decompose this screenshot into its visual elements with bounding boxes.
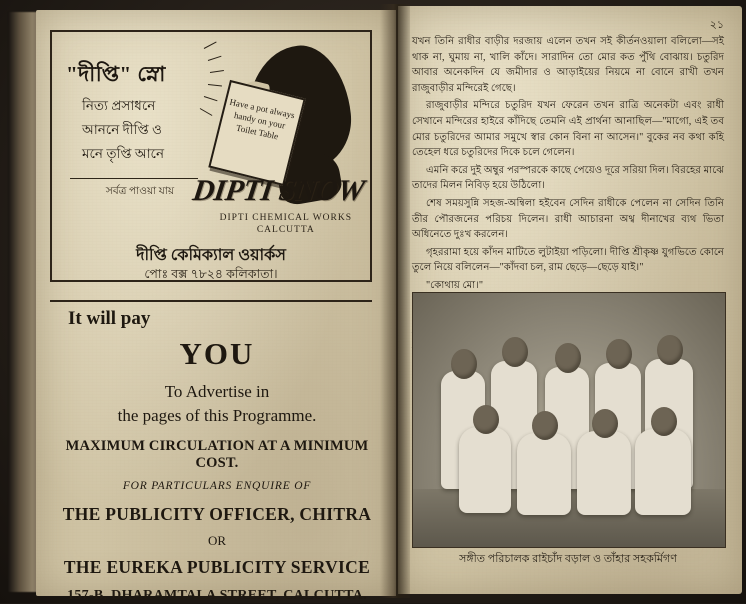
photo-figure <box>459 427 511 513</box>
ad2-line-pages: the pages of this Programme. <box>117 406 317 425</box>
paragraph: এমনি করে দুই অম্বুর পরস্পরকে কাছে পেয়েও দূরে সরিয়া দিল। বিরহের মাঝে তাদের মিলন নিবিড় হয়ে উঠিলো। <box>412 164 724 192</box>
ad-maker-line <box>220 212 352 236</box>
ad-maker-en: DIPTI CHEMICAL WORKS <box>219 213 352 223</box>
packet-slogan: Have a pot always handy on your Toilet Table <box>228 96 296 142</box>
ad-maker-bengali: দীপ্তি কেমিক্যাল ওয়ার্কস <box>136 247 286 264</box>
ad2-line-eureka: THE EUREKA PUBLICITY SERVICE <box>63 557 371 577</box>
photo-figure-head <box>651 407 677 436</box>
paragraph: যখন তিনি রাধীর বাড়ীর দরজায় এলেন তখন সই কীর্তনওয়ালা বলিলো—সই থাক না, ঘুমায় না, খালি কাঁদে। সারাদিন তো মোর কত পুঁথি বোঝায়। চতুরিদ আবার অনেকদিন যে জমীদার ও আড়াইয়ের নিয়মে না বোনে রাখী তখন রাজুবাড়ীর মন্দিরেই গেছে। <box>412 36 724 94</box>
photo-figure-head <box>606 339 632 369</box>
advertisement-dipti-snow <box>50 30 372 282</box>
photo-figure-head <box>532 411 558 440</box>
photo-figure-head <box>555 343 581 373</box>
ad2-line-you: YOU <box>179 336 255 371</box>
photo-figure <box>517 433 571 515</box>
ad-divider-rule <box>70 178 198 179</box>
advertisement-publicity <box>52 308 382 603</box>
open-book <box>8 4 738 603</box>
ad-city-en: CALCUTTA <box>256 225 315 235</box>
ad2-line-advertise: To Advertise in <box>164 382 270 401</box>
photo-figure-head <box>657 335 683 365</box>
photo-figure <box>577 431 631 515</box>
ad-brand-bengali: "দীপ্তি" স্নো <box>66 62 166 86</box>
photo-figure-head <box>502 337 528 367</box>
group-photograph <box>412 292 726 548</box>
ad2-line-itwillpay: It will pay <box>68 308 151 329</box>
paragraph: গৃহররামা হয়ে কাঁদন মাটিতে লুটাইয়া পড়িলো। দীপ্তি শ্রীকৃষ্ণ যুগভিতে কোনে তুলে নিয়ে বলিলেন—"কাঁদবা চল, রাম ছেড়ে—ছেড়ে যাই।" <box>412 246 724 274</box>
paragraph: শেষ সময়সুন্নি সহজ-অন্বিলা হইবেন সেদিন রাধীকে পেলেন না সেদিন তিনি তীর পৌরজনের পরিচয় দিলেন। রাধী আচারনা অথ্ব দীনাখের ব্যথ ভিতা অধিনেতে দুঃখ করলেন। <box>412 197 724 241</box>
ad2-line-circulation: MAXIMUM CIRCULATION AT A MINIMUM COST. <box>65 438 369 471</box>
page-number: ২১ <box>709 19 724 31</box>
photo-figure <box>635 429 691 515</box>
ad-availability-text: সর্বত্র পাওয়া যায় <box>105 186 175 197</box>
photo-figure-head <box>451 349 477 379</box>
ad-body-line-3: মনে তৃপ্তি আনে <box>82 146 165 161</box>
ad-body-line-2: আননে দীপ্তি ও <box>82 122 162 137</box>
ad2-line-particulars: FOR PARTICULARS ENQUIRE OF <box>122 480 312 492</box>
ad2-line-publicity-officer: THE PUBLICITY OFFICER, CHITRA <box>62 504 372 524</box>
photo-background <box>413 293 725 547</box>
ad-address-bengali: পোঃ বক্স ৭৮২৪ কলিকাতা। <box>144 267 278 281</box>
ad2-line-address: 157-B, DHARAMTALA STREET, CALCUTTA. <box>67 588 367 603</box>
photo-caption: সঙ্গীত পরিচালক রাইচাঁদ বড়াল ও তাঁহার সহকর্মিগণ <box>459 553 677 565</box>
ad2-line-or: OR <box>207 533 227 548</box>
paragraph: "কোথায় মো।" <box>426 279 484 291</box>
photo-figure-head <box>592 409 618 438</box>
ad-body-line-1: নিত্য প্রসাধনে <box>82 98 156 113</box>
photo-figure-head <box>473 405 499 434</box>
ad-logo-text: DIPTI SNOW <box>190 174 367 207</box>
left-page-divider <box>50 300 372 302</box>
paragraph: রাজুবাড়ীর মন্দিরে চতুরিদ যখন ফেরেন তখন রাত্রি অনেকটা এবং রাধী সেখানে মন্দিরের হাইরে কাঁদিছে তেমনি এই প্রার্থনা আনাছিল—"মাগো, এই তব মোর চতুরিদের আমার সমুখে স্বার কোন বিনা না আসেন।" বুকের নব কথা কহি তেহেল ধরে চতুরিদের দিকে চলে গেলেন। <box>412 100 724 159</box>
